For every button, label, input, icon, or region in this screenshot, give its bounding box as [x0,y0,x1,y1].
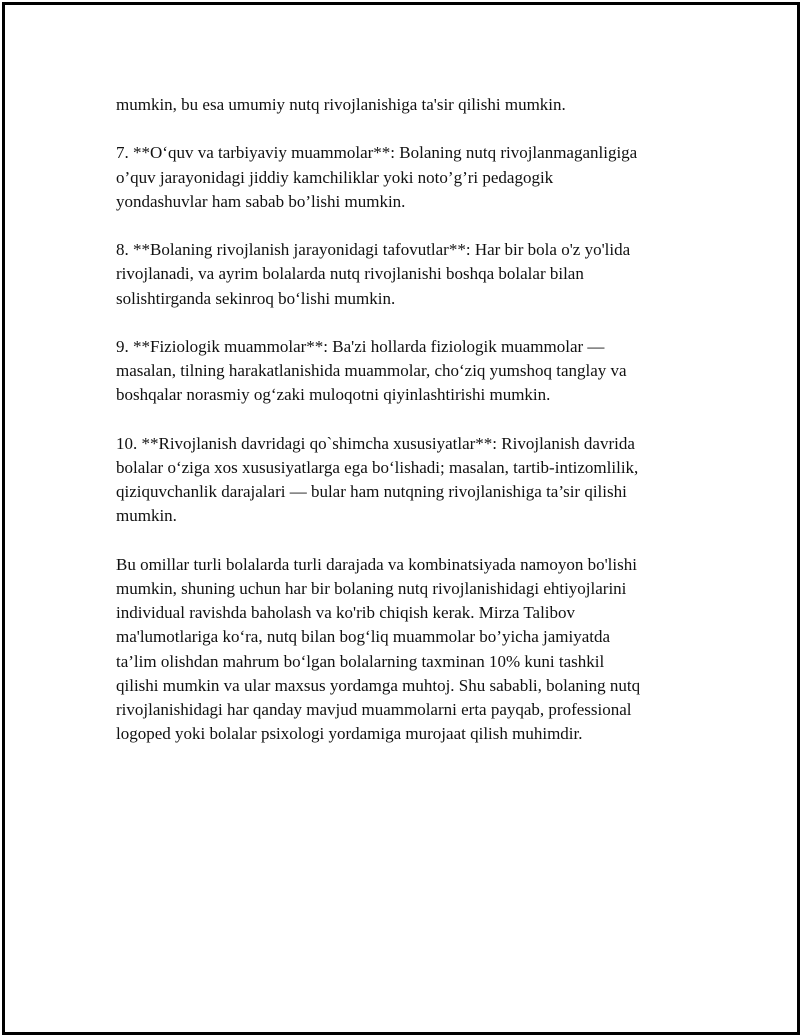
paragraph-item-10: 10. **Rivojlanish davridagi qo`shimcha xususiyatlar**: Rivojlanish davrida bolalar o‘ziga xos xususiyatlarga ega bo‘lishadi; masalan, tartib-intizomlilik, qiziquvchanlik darajalari — bular ham nutqning rivojlanishiga ta’sir qilishi mumkin. [116,433,639,526]
paragraph-continuation: mumkin, bu esa umumiy nutq rivojlanishiga ta'sir qilishi mumkin. [116,95,566,114]
paragraph-item-7: 7. **O‘quv va tarbiyaviy muammolar**: Bolaning nutq rivojlanmaganligiga o’quv jarayonidagi jiddiy kamchiliklar yoki noto’g’ri pedagogik yondashuvlar ham sabab bo’lishi mumkin. [116,143,638,211]
paragraph-item-8: 8. **Bolaning rivojlanish jarayonidagi tafovutlar**: Har bir bola o'z yo'lida rivojlanadi, va ayrim bolalarda nutq rivojlanishi boshqa bolalar bilan solishtirganda sekinroq bo‘lishi mumkin. [116,240,631,308]
paragraph-conclusion: Bu omillar turli bolalarda turli darajada va kombinatsiyada namoyon bo'lishi mumkin, shuning uchun har bir bolaning nutq rivojlanishidagi ehtiyojlarini individual ravishda baholash va ko'rib chiqish kerak. Mirza Talibov ma'lumotlariga ko‘ra, nutq bilan bog‘liq muammolar bo’yicha jamiyatda ta’lim olishdan mahrum bo‘lgan bolalarning taxminan 10% kuni tashkil qilishi mumkin va ular maxsus yordamga muhtoj. Shu sababli, bolaning nutq rivojlanishidagi har qanday mavjud muammolarni erta payqab, professional logoped yoki bolalar psixologi yordamiga murojaat qilish muhimdir. [116,554,641,744]
document-body [116,93,716,771]
paragraph-item-9: 9. **Fiziologik muammolar**: Ba'zi hollarda fiziologik muammolar — masalan, tilning harakatlanishida muammolar, cho‘ziq yumshoq tanglay va boshqalar norasmiy og‘zaki muloqotni qiyinlashtirishi mumkin. [116,336,627,405]
